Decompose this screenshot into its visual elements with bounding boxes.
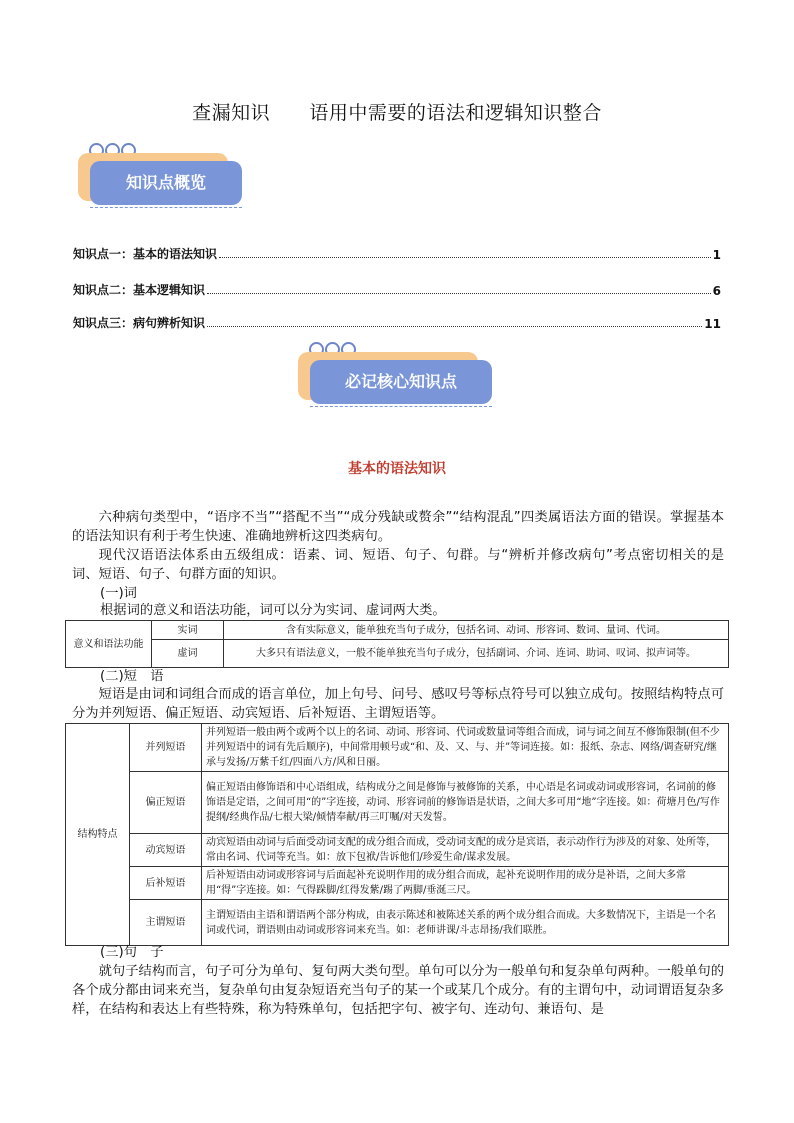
phrases-desc-block <box>72 685 724 723</box>
toc-item-2[interactable] <box>73 280 721 298</box>
table-text-cell: 后补短语由动词或形容词与后面起补充说明作用的成分组合而成，起补充说明作用的成分是补语，之间大多常用“得”字连接。如：气得跺脚/红得发紫/踢了两脚/垂涎三尺。 <box>202 867 729 900</box>
table-type-cell: 虚词 <box>152 640 224 668</box>
table-row <box>66 834 729 867</box>
table-text-cell: 偏正短语由修饰语和中心语组成，结构成分之间是修饰与被修饰的关系，中心语是名词或动词或形容词，名词前的修饰语是定语，之间可用“的”字连接，动词、形容词前的修饰语是状语，之间大多可用“地”字连接。如：荷塘月色/写作提纲/经典作品/七根大梁/倾情奉献/再三叮嘱/对天发誓。 <box>202 772 729 834</box>
words-heading: (一)词 <box>100 586 137 601</box>
table-text-cell: 并列短语一般由两个或两个以上的名词、动词、形容词、代词或数量词等组合而成，词与词之间互不修饰限制(但不少并列短语中的词有先后顺序)，中间常用顿号或“和、及、又、与、并”等词连接。如：报纸、杂志、网络/调查研究/继承与发扬/万紫千红/四面八方/风和日丽。 <box>202 724 729 772</box>
toc-page: 1 <box>712 248 721 262</box>
table-type-cell: 偏正短语 <box>130 772 202 834</box>
table-group-cell: 结构特点 <box>66 724 130 946</box>
toc-item-1[interactable] <box>73 244 721 262</box>
paragraph: 六种病句类型中，“语序不当”“搭配不当”“成分残缺或赘余”“结构混乱”四类属语法方面的错误。掌握基本的语法知识有利于考生快速、准确地辨析这四类病句。 <box>72 510 724 544</box>
paragraph: 现代汉语语法体系由五级组成：语素、词、短语、句子、句群。与“辨析并修改病句”考点密切相关的是词、短语、句子、句群方面的知识。 <box>72 548 724 582</box>
table-text-cell: 大多只有语法意义，一般不能单独充当句子成分，包括副词、介词、连词、助词、叹词、拟声词等。 <box>224 640 729 668</box>
toc-label: 知识点二：基本逻辑知识 <box>73 283 206 297</box>
table-row <box>66 900 729 946</box>
table-group-cell: 意义和语法功能 <box>66 621 152 668</box>
phrases-heading: (二)短 语 <box>100 669 164 684</box>
word-type-table <box>65 620 729 668</box>
overview-badge <box>70 143 250 223</box>
phrase-type-table <box>65 723 729 946</box>
toc-label: 知识点三：病句辨析知识 <box>73 316 206 330</box>
table-type-cell: 实词 <box>152 621 224 640</box>
table-type-cell: 动宾短语 <box>130 834 202 867</box>
table-type-cell: 后补短语 <box>130 867 202 900</box>
page-title: 查漏知识 语用中需要的语法和逻辑知识整合 <box>192 102 602 124</box>
table-text-cell: 动宾短语由动词与后面受动词支配的成分组合而成，受动词支配的成分是宾语，表示动作行为涉及的对象、处所等，常由名词、代词等充当。如：放下包袱/告诉他们/珍爱生命/谋求发展。 <box>202 834 729 867</box>
table-row <box>66 621 729 640</box>
section-title: 基本的语法知识 <box>348 461 446 477</box>
table-text-cell: 含有实际意义，能单独充当句子成分，包括名词、动词、形容词、数词、量词、代词。 <box>224 621 729 640</box>
toc-page: 11 <box>704 317 721 331</box>
sentences-heading: (三)句 子 <box>100 945 164 960</box>
words-desc: 根据词的意义和语法功能，词可以分为实词、虚词两大类。 <box>100 603 446 618</box>
overview-badge-label: 知识点概览 <box>90 161 242 205</box>
table-row <box>66 724 729 772</box>
core-badge-label: 必记核心知识点 <box>310 360 492 404</box>
core-badge <box>290 342 470 422</box>
toc-page: 6 <box>712 284 721 298</box>
paragraph: 短语是由词和词组合而成的语言单位，加上句号、问号、感叹号等标点符号可以独立成句。按照结构特点可分为并列短语、偏正短语、动宾短语、后补短语、主谓短语等。 <box>72 687 724 721</box>
table-text-cell: 主谓短语由主语和谓语两个部分构成，由表示陈述和被陈述关系的两个成分组合而成。大多数情况下，主语是一个名词或代词，谓语则由动词或形容词来充当。如：老师讲课/斗志昂扬/我们联胜。 <box>202 900 729 946</box>
intro-text <box>72 508 724 584</box>
table-row <box>66 867 729 900</box>
table-type-cell: 并列短语 <box>130 724 202 772</box>
toc-label: 知识点一：基本的语法知识 <box>73 247 218 261</box>
table-row <box>66 772 729 834</box>
toc-item-3[interactable] <box>73 313 721 331</box>
table-type-cell: 主谓短语 <box>130 900 202 946</box>
sentences-desc-block <box>72 962 724 1019</box>
paragraph: 就句子结构而言，句子可分为单句、复句两大类句型。单句可以分为一般单句和复杂单句两种。一般单句的各个成分都由词来充当，复杂单句由复杂短语充当句子的某一个或某几个成分。有的主谓句中，动词谓语复杂多样，在结构和表达上有些特殊，称为特殊单句，包括把字句、被字句、连动句、兼语句、是 <box>72 964 724 1017</box>
table-row <box>66 640 729 668</box>
